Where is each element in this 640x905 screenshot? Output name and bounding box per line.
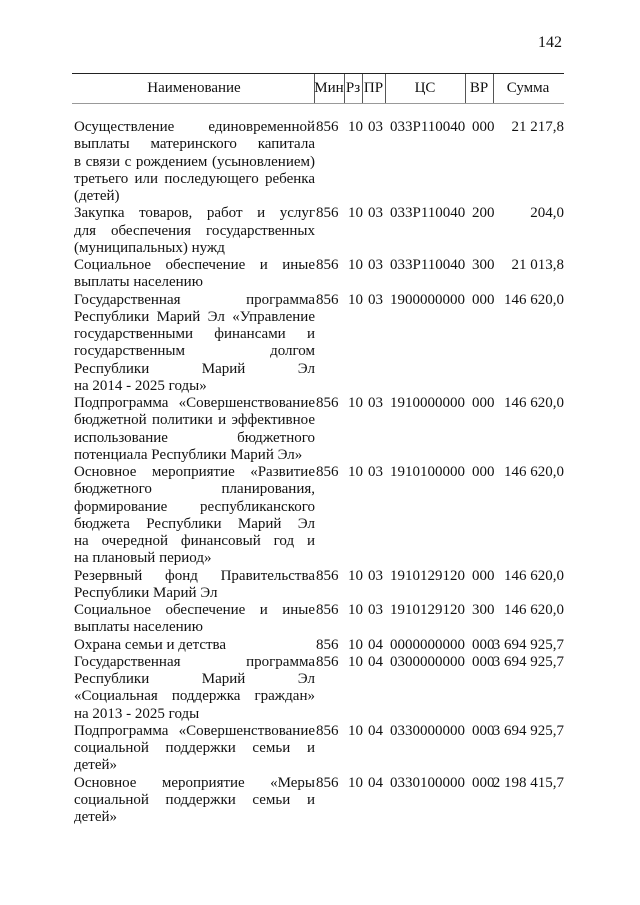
row-name-line: Основное мероприятие «Развитие xyxy=(74,464,315,480)
row-name-line: (детей) xyxy=(74,188,120,204)
cell-cs: 1900000000 xyxy=(390,291,465,308)
row-name xyxy=(74,119,315,205)
cell-sum: 146 620,0 xyxy=(504,395,564,411)
table-row xyxy=(74,775,564,827)
cell-min: 856 xyxy=(316,602,339,618)
cell-rz: 10 xyxy=(348,567,363,584)
cell-pr: 03 xyxy=(368,291,383,308)
cell-sum: 3 694 925,7 xyxy=(492,636,564,653)
row-name-line: использование бюджетного xyxy=(74,429,315,446)
cell-pr: 03 xyxy=(368,464,383,480)
cell-cs: 0000000000 xyxy=(390,636,465,653)
table-body xyxy=(74,119,564,826)
cell-min: 856 xyxy=(316,257,339,273)
row-name xyxy=(74,637,315,654)
header-bottom-border xyxy=(72,103,564,104)
cell-rz: 10 xyxy=(348,119,363,135)
cell-pr: 03 xyxy=(368,395,383,411)
cell-sum: 21 217,8 xyxy=(511,119,564,135)
row-name-line: Республики Марий Эл «Управление xyxy=(74,308,315,325)
row-name-line: социальной поддержки семьи и xyxy=(74,740,315,756)
row-name-line: Охрана семьи и детства xyxy=(74,636,227,653)
cell-vr: 000 xyxy=(472,774,495,791)
cell-vr: 000 xyxy=(472,653,495,670)
cell-pr: 04 xyxy=(368,722,383,739)
row-name xyxy=(74,775,315,827)
cell-min: 856 xyxy=(316,395,339,411)
cell-rz: 10 xyxy=(348,257,363,273)
header-pr: ПР xyxy=(363,80,384,96)
row-name xyxy=(74,568,315,603)
header-vr: ВР xyxy=(469,80,489,96)
row-name-line: Осуществление единовременной xyxy=(74,119,315,135)
row-name xyxy=(74,654,315,723)
cell-rz: 10 xyxy=(348,395,363,411)
header-min: Мин xyxy=(314,80,344,96)
cell-min: 856 xyxy=(316,119,339,135)
table-top-border xyxy=(72,73,564,74)
cell-min: 856 xyxy=(316,722,339,739)
row-name-line: государственными финансами и xyxy=(74,326,315,342)
table-row xyxy=(74,292,564,396)
cell-min: 856 xyxy=(316,464,339,480)
cell-rz: 10 xyxy=(348,636,363,653)
table-row xyxy=(74,568,564,603)
row-name xyxy=(74,395,315,464)
row-name xyxy=(74,205,315,257)
cell-vr: 000 xyxy=(472,119,495,135)
row-name-line: на 2013 - 2025 годы xyxy=(74,705,200,722)
cell-pr: 03 xyxy=(368,257,383,273)
cell-vr: 200 xyxy=(472,205,495,222)
row-name-line: потенциала Республики Марий Эл» xyxy=(74,446,303,463)
row-name-line: Социальное обеспечение и иные xyxy=(74,257,315,273)
cell-rz: 10 xyxy=(348,291,363,308)
header-sum: Сумма xyxy=(506,80,550,96)
cell-sum: 146 620,0 xyxy=(504,464,564,480)
row-name-line: бюджетной политики и эффективное xyxy=(74,412,315,429)
cell-rz: 10 xyxy=(348,722,363,739)
cell-min: 856 xyxy=(316,636,339,653)
cell-pr: 03 xyxy=(368,205,383,222)
cell-vr: 000 xyxy=(472,291,495,308)
row-name-line: для обеспечения государственных xyxy=(74,222,315,239)
cell-rz: 10 xyxy=(348,602,363,618)
row-name-line: Республики Марий Эл xyxy=(74,671,315,687)
row-name-line: Социальное обеспечение и иные xyxy=(74,602,315,618)
row-name-line: бюджета Республики Марий Эл xyxy=(74,515,315,532)
cell-sum: 204,0 xyxy=(530,205,564,222)
row-name-line: Резервный фонд Правительства xyxy=(74,567,315,584)
row-name-line: на очередной финансовый год и xyxy=(74,533,315,549)
cell-min: 856 xyxy=(316,205,339,222)
cell-cs: 0300000000 xyxy=(390,653,465,670)
cell-cs: 033P110040 xyxy=(390,205,466,222)
row-name-line: третьего или последующего ребенка xyxy=(74,170,315,187)
cell-vr: 000 xyxy=(472,722,495,739)
cell-pr: 03 xyxy=(368,602,383,618)
row-name-line: Республики Марий Эл xyxy=(74,584,218,601)
page-number: 142 xyxy=(538,34,562,51)
cell-vr: 000 xyxy=(472,395,495,411)
table-row xyxy=(74,119,564,205)
cell-vr: 000 xyxy=(472,567,495,584)
cell-sum: 2 198 415,7 xyxy=(492,774,564,791)
cell-min: 856 xyxy=(316,653,339,670)
table-row xyxy=(74,654,564,723)
cell-vr: 000 xyxy=(472,464,495,480)
cell-cs: 033P110040 xyxy=(390,257,466,273)
cell-pr: 03 xyxy=(368,119,383,135)
cell-pr: 04 xyxy=(368,653,383,670)
row-name xyxy=(74,602,315,637)
cell-pr: 03 xyxy=(368,567,383,584)
cell-cs: 1910129120 xyxy=(390,602,465,618)
table-row xyxy=(74,205,564,257)
cell-cs: 033P110040 xyxy=(390,119,466,135)
table-row xyxy=(74,395,564,464)
row-name xyxy=(74,257,315,292)
header-rz: Рз xyxy=(345,80,361,96)
table-row xyxy=(74,723,564,775)
cell-sum: 146 620,0 xyxy=(504,567,564,584)
row-name-line: на плановый период» xyxy=(74,550,212,567)
cell-vr: 300 xyxy=(472,602,495,618)
row-name-line: Республики Марий Эл xyxy=(74,360,315,377)
cell-min: 856 xyxy=(316,774,339,791)
cell-rz: 10 xyxy=(348,464,363,480)
row-name-line: формирование республиканского xyxy=(74,498,315,515)
cell-sum: 146 620,0 xyxy=(504,602,564,618)
row-name-line: Подпрограмма «Совершенствование xyxy=(74,395,315,411)
row-name-line: (муниципальных) нужд xyxy=(74,239,225,256)
cell-cs: 0330100000 xyxy=(390,774,465,791)
cell-vr: 300 xyxy=(472,257,495,273)
cell-cs: 1910000000 xyxy=(390,395,465,411)
row-name xyxy=(74,292,315,396)
cell-cs: 0330000000 xyxy=(390,722,465,739)
row-name-line: бюджетного планирования, xyxy=(74,481,315,498)
cell-sum: 3 694 925,7 xyxy=(492,722,564,739)
cell-min: 856 xyxy=(316,291,339,308)
row-name-line: государственным долгом xyxy=(74,343,315,360)
cell-sum: 146 620,0 xyxy=(504,291,564,308)
row-name-line: Закупка товаров, работ и услуг xyxy=(74,205,315,222)
row-name-line: «Социальная поддержка граждан» xyxy=(74,688,315,705)
cell-cs: 1910100000 xyxy=(390,464,465,480)
cell-rz: 10 xyxy=(348,653,363,670)
cell-min: 856 xyxy=(316,567,339,584)
row-name-line: в связи с рождением (усыновлением) xyxy=(74,153,315,170)
header-name: Наименование xyxy=(147,80,241,96)
row-name-line: на 2014 - 2025 годы» xyxy=(74,377,207,394)
row-name xyxy=(74,723,315,775)
row-name-line: Подпрограмма «Совершенствование xyxy=(74,722,315,739)
cell-sum: 3 694 925,7 xyxy=(492,653,564,670)
cell-pr: 04 xyxy=(368,636,383,653)
row-name-line: Государственная программа xyxy=(74,291,315,308)
table-row xyxy=(74,257,564,292)
cell-pr: 04 xyxy=(368,774,383,791)
row-name-line: детей» xyxy=(74,809,118,825)
table-row xyxy=(74,602,564,637)
row-name-line: выплаты населению xyxy=(74,274,203,291)
cell-vr: 000 xyxy=(472,636,495,653)
cell-cs: 1910129120 xyxy=(390,567,465,584)
table-row xyxy=(74,464,564,568)
cell-rz: 10 xyxy=(348,774,363,791)
row-name-line: выплаты материнского капитала xyxy=(74,136,315,153)
row-name-line: Основное мероприятие «Меры xyxy=(74,774,315,791)
row-name xyxy=(74,464,315,568)
row-name-line: выплаты населению xyxy=(74,619,203,636)
row-name-line: детей» xyxy=(74,757,118,774)
row-name-line: социальной поддержки семьи и xyxy=(74,791,315,808)
cell-rz: 10 xyxy=(348,205,363,222)
header-cs: ЦС xyxy=(414,80,436,96)
table-row xyxy=(74,637,564,654)
cell-sum: 21 013,8 xyxy=(511,257,564,273)
row-name-line: Государственная программа xyxy=(74,653,315,670)
